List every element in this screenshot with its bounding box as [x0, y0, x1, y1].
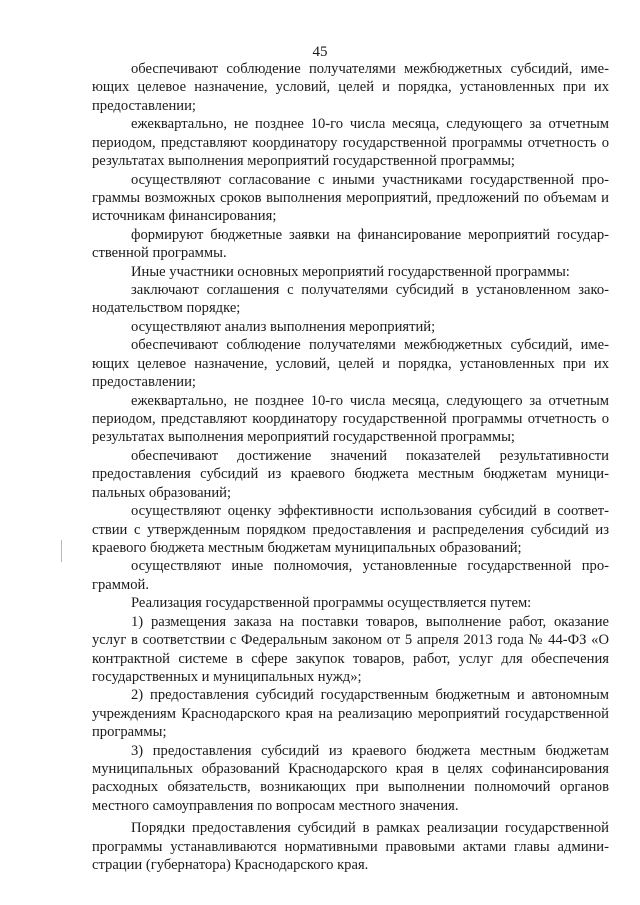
- paragraph: 2) предоставления субсидий государственным бюджетным и автономным учреждениям Краснодарского края на реализацию мероприятий государственной программы;: [92, 687, 609, 741]
- paragraph: Реализация государственной программы осуществляется путем:: [131, 595, 532, 612]
- paragraph: 1) размещения заказа на поставки товаров, выполнение работ, оказание услуг в соответствии с Федеральным законом от 5 апреля 2013 года № 44-ФЗ «О контрактной системе в сфере закупок товаров, работ, услуг для обеспечения государственных и муниципальных нужд»;: [92, 613, 609, 685]
- paragraph: Иные участники основных мероприятий государственной программы:: [131, 263, 570, 280]
- paragraph: осуществляют оценку эффективности использования субсидий в соответствии с утвержденным порядком предоставления и распределения субсидий из краевого бюджета местным бюджетам муниципальных образований;: [92, 503, 609, 556]
- paragraph: заключают соглашения с получателями субсидий в установленном законодательством порядке;: [92, 282, 609, 317]
- document-body: [92, 60, 609, 875]
- page-number: 45: [312, 44, 328, 60]
- paragraph: осуществляют иные полномочия, установленные государственной программой.: [92, 558, 609, 593]
- paragraph: осуществляют согласование с иными участниками государственной программы возможных сроков выполнения мероприятий, предложений по объемам и источникам финансирования;: [92, 171, 609, 225]
- paragraph: Порядки предоставления субсидий в рамках реализации государственной программы устанавливаются нормативными правовыми актами главы администрации (губернатора) Краснодарского края.: [92, 820, 609, 874]
- paragraph: обеспечивают соблюдение получателями межбюджетных субсидий, имеющих целевое назначение, условий, целей и порядка, установленных при их предоставлении;: [92, 61, 609, 114]
- paragraph: ежеквартально, не позднее 10-го числа месяца, следующего за отчетным периодом, представляют координатору государственной программы отчетность о результатах выполнения мероприятий государственной программы;: [92, 116, 609, 170]
- margin-mark: [61, 540, 62, 562]
- paragraph: 3) предоставления субсидий из краевого бюджета местным бюджетам муниципальных образований Краснодарского края в целях софинансирования расходных обязательств, возникающих при выполнении полномочий органов местного самоуправления по вопросам местного значения.: [92, 742, 609, 814]
- paragraph: обеспечивают достижение значений показателей результативности предоставления субсидий из краевого бюджета местным бюджетам муниципальных образований;: [92, 447, 609, 501]
- paragraph: формируют бюджетные заявки на финансирование мероприятий государственной программы.: [92, 226, 609, 262]
- paragraph: обеспечивают соблюдение получателями межбюджетных субсидий, имеющих целевое назначение, условий, целей и порядка, установленных при их предоставлении;: [92, 337, 609, 391]
- paragraph: осуществляют анализ выполнения мероприятий;: [131, 318, 436, 335]
- paragraph: ежеквартально, не позднее 10-го числа месяца, следующего за отчетным периодом, представляют координатору государственной программы отчетность о результатах выполнения мероприятий государственной программы;: [92, 392, 609, 446]
